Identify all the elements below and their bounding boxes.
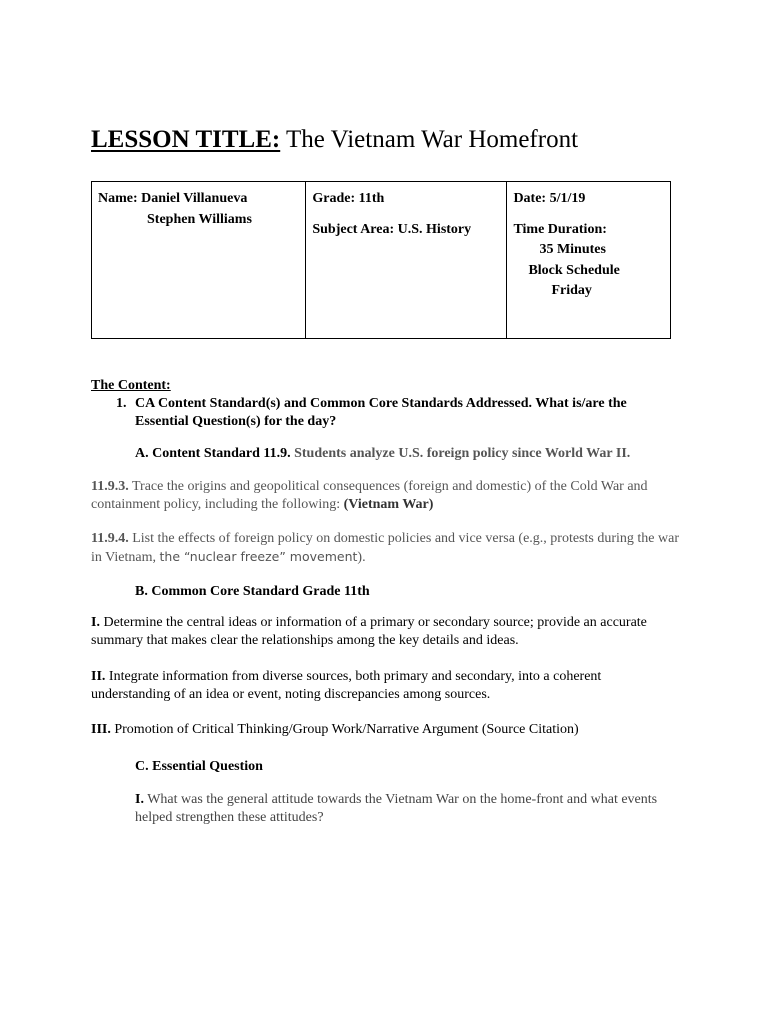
item-text: What was the general attitude towards the Vietnam War on the home-front and what events helped strengthen these attitudes? (135, 792, 658, 825)
item-text: Promotion of Critical Thinking/Group Work/Narrative Argument (Source Citation) (110, 722, 579, 737)
standard-text: Trace the origins and geopolitical consequences (foreign and domestic) of the Cold War and containment policy, including the following: (91, 479, 648, 512)
item-text: Determine the central ideas or information of a primary or secondary source; provide an accurate summary that makes clear the relationships among the key details and ideas. (91, 615, 647, 648)
subject-area: Subject Area: U.S. History (312, 221, 472, 237)
standard-emphasis: (Vietnam War) (343, 496, 434, 512)
lesson-title-label: LESSON TITLE: (91, 126, 281, 153)
common-core-item-3 (91, 721, 681, 739)
list-item-number: 1. (116, 396, 127, 411)
item-numeral: I. (135, 792, 144, 807)
content-standard-text: Students analyze U.S. foreign policy since World War II. (290, 446, 631, 461)
item-numeral: III. (91, 722, 111, 737)
time-duration-label: Time Duration: (513, 221, 607, 237)
standard-text-end: ). (357, 549, 366, 565)
content-heading: The Content: (91, 378, 171, 393)
standard-text: List the effects of foreign policy on domestic policies and vice versa (e.g., protests during the war in Vietnam, (91, 531, 679, 565)
standard-11-9-4 (91, 530, 681, 566)
standard-code: 11.9.3. (91, 479, 129, 494)
date-cell (507, 182, 671, 339)
common-core-heading: B. Common Core Standard Grade 11th (135, 584, 370, 599)
name-cell (92, 182, 306, 339)
date-value: Date: 5/1/19 (513, 191, 586, 206)
teacher-name-2: Stephen Williams (147, 211, 252, 227)
list-item-text: CA Content Standard(s) and Common Core Standards Addressed. What is/are the Essential Question(s) for the day? (135, 396, 627, 429)
content-standard-heading (135, 445, 630, 463)
teacher-name-1: Name: Daniel Villanueva (98, 191, 248, 206)
standard-code: 11.9.4. (91, 531, 129, 546)
essential-question-item (135, 791, 675, 826)
lesson-title (91, 124, 578, 156)
time-duration-day: Friday (551, 283, 592, 298)
lesson-title-text: The Vietnam War Homefront (280, 126, 579, 153)
time-duration-minutes: 35 Minutes (539, 242, 606, 257)
item-text: Integrate information from diverse sources, both primary and secondary, into a coherent understanding of an idea or event, noting discrepancies among sources. (91, 669, 602, 702)
grade-value: Grade: 11th (312, 191, 385, 206)
content-standard-label: A. Content Standard 11.9. (135, 446, 291, 461)
item-numeral: I. (91, 615, 100, 630)
standard-text-continued: the “nuclear freeze” movement (159, 548, 358, 564)
time-duration-schedule: Block Schedule (528, 262, 620, 278)
lesson-info-table (91, 181, 671, 339)
standard-11-9-3 (91, 478, 681, 513)
item-numeral: II. (91, 669, 106, 684)
grade-cell (306, 182, 507, 339)
lesson-info-row (92, 182, 671, 339)
essential-question-heading: C. Essential Question (135, 759, 263, 774)
common-core-item-1 (91, 614, 681, 649)
common-core-item-2 (91, 668, 681, 703)
